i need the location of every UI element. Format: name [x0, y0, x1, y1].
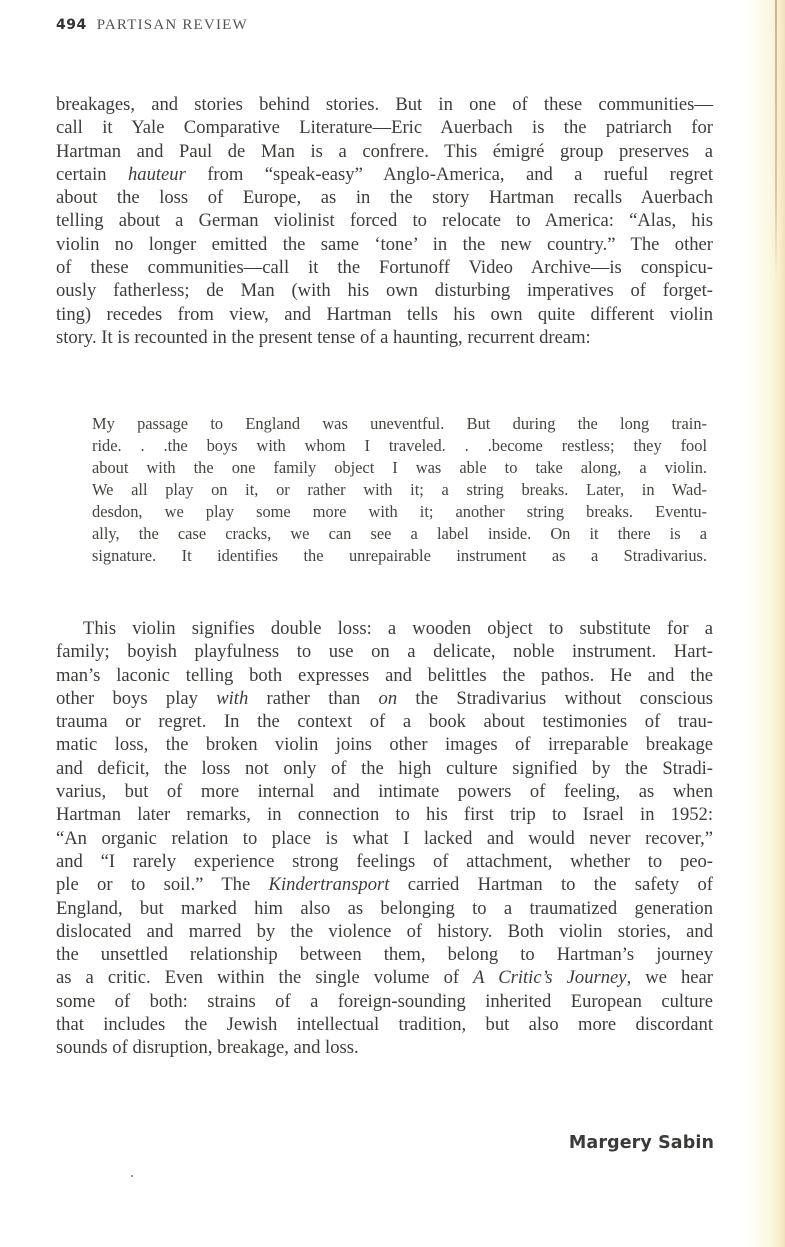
- italic-emphasis: on: [378, 687, 398, 709]
- text-line: certain hauteur from “speak-easy” Anglo-America, and a rueful regret: [56, 163, 713, 185]
- text-line: about with the one family object I was able to take along, a violin.: [92, 458, 707, 477]
- text-line: family; boyish playfulness to use on a delicate, noble instrument. Hart-: [56, 641, 713, 663]
- text-line: telling about a German violinist forced to relocate to America: “Alas, his: [56, 210, 713, 232]
- text-line: England, but marked him also as belonging to a traumatized generation: [56, 897, 713, 919]
- text-line: Hartman and Paul de Man is a confrere. This émigré group preserves a: [56, 140, 713, 162]
- text-line: violin no longer emitted the same ‘tone’ in the new country.” The other: [56, 233, 713, 255]
- page-number: 494: [56, 17, 87, 33]
- italic-emphasis: with: [216, 687, 249, 709]
- text-line: some of both: strains of a foreign-sounding inherited European culture: [56, 990, 713, 1012]
- text-line: man’s laconic telling both expresses and belittles the pathos. He and the: [56, 664, 713, 686]
- text-line: that includes the Jewish intellectual tradition, but also more discordant: [56, 1014, 713, 1036]
- italic-emphasis: hauteur: [127, 163, 186, 185]
- page-binding-shadow: [775, 0, 777, 280]
- text-line: the unsettled relationship between them, belong to Hartman’s journey: [56, 944, 713, 966]
- text-line: ting) recedes from view, and Hartman tells his own quite different violin: [56, 303, 713, 325]
- text-line: breakages, and stories behind stories. But in one of these communities—: [56, 94, 713, 115]
- text-line: ously fatherless; de Man (with his own disturbing imperatives of forget-: [56, 280, 713, 302]
- text-line: of these communities—call it the Fortunoff Video Archive—is conspicu-: [56, 257, 713, 279]
- text-line: This violin signifies double loss: a wooden object to substitute for a: [83, 618, 713, 639]
- text-line: as a critic. Even within the single volume of A Critic’s Journey, we hear: [56, 967, 713, 989]
- text-line: desdon, we play some more with it; another string breaks. Eventu-: [92, 502, 707, 521]
- text-line: ple or to soil.” The Kindertransport carried Hartman to the safety of: [56, 874, 713, 896]
- text-line: signature. It identifies the unrepairable instrument as a Stradivarius.: [92, 546, 707, 565]
- scan-speck: [131, 1175, 133, 1177]
- text-line: matic loss, the broken violin joins other images of irreparable breakage: [56, 734, 713, 756]
- block-quote: [92, 413, 707, 567]
- text-line: “An organic relation to place is what I lacked and would never recover,”: [56, 827, 713, 849]
- author-signature: Margery Sabin: [568, 1133, 714, 1153]
- text-line: ride. . .the boys with whom I traveled. . .become restless; they fool: [92, 436, 707, 455]
- text-line: varius, but of more internal and intimate powers of feeling, as when: [56, 781, 713, 803]
- journal-title: PARTISAN REVIEW: [96, 17, 248, 33]
- paragraph-1: [56, 93, 713, 349]
- running-head: [56, 17, 248, 34]
- text-line: trauma or regret. In the context of a book about testimonies of trau-: [56, 711, 713, 733]
- italic-emphasis: A Critic’s Journey: [473, 967, 627, 989]
- text-line: story. It is recounted in the present tense of a haunting, recurrent dream:: [56, 326, 591, 348]
- paragraph-2: [56, 617, 713, 1060]
- text-line: Hartman later remarks, in connection to his first trip to Israel in 1952:: [56, 804, 713, 826]
- text-line: call it Yale Comparative Literature—Eric Auerbach is the patriarch for: [56, 117, 713, 139]
- text-line: dislocated and marred by the violence of history. Both violin stories, and: [56, 920, 713, 942]
- page-gutter-edge: [745, 0, 785, 1247]
- text-line: other boys play with rather than on the Stradivarius without conscious: [56, 687, 714, 709]
- text-line: about the loss of Europe, as in the story Hartman recalls Auerbach: [56, 187, 713, 209]
- text-line: sounds of disruption, breakage, and loss.: [56, 1037, 359, 1059]
- text-line: We all play on it, or rather with it; a string breaks. Later, in Wad-: [92, 480, 707, 499]
- italic-emphasis: Kindertransport: [268, 874, 390, 896]
- text-line: My passage to England was uneventful. But during the long train-: [92, 414, 707, 433]
- text-line: and “I rarely experience strong feelings of attachment, whether to peo-: [56, 850, 713, 872]
- text-line: ally, the case cracks, we can see a label inside. On it there is a: [92, 524, 707, 543]
- text-line: and deficit, the loss not only of the high culture signified by the Stradi-: [56, 757, 713, 779]
